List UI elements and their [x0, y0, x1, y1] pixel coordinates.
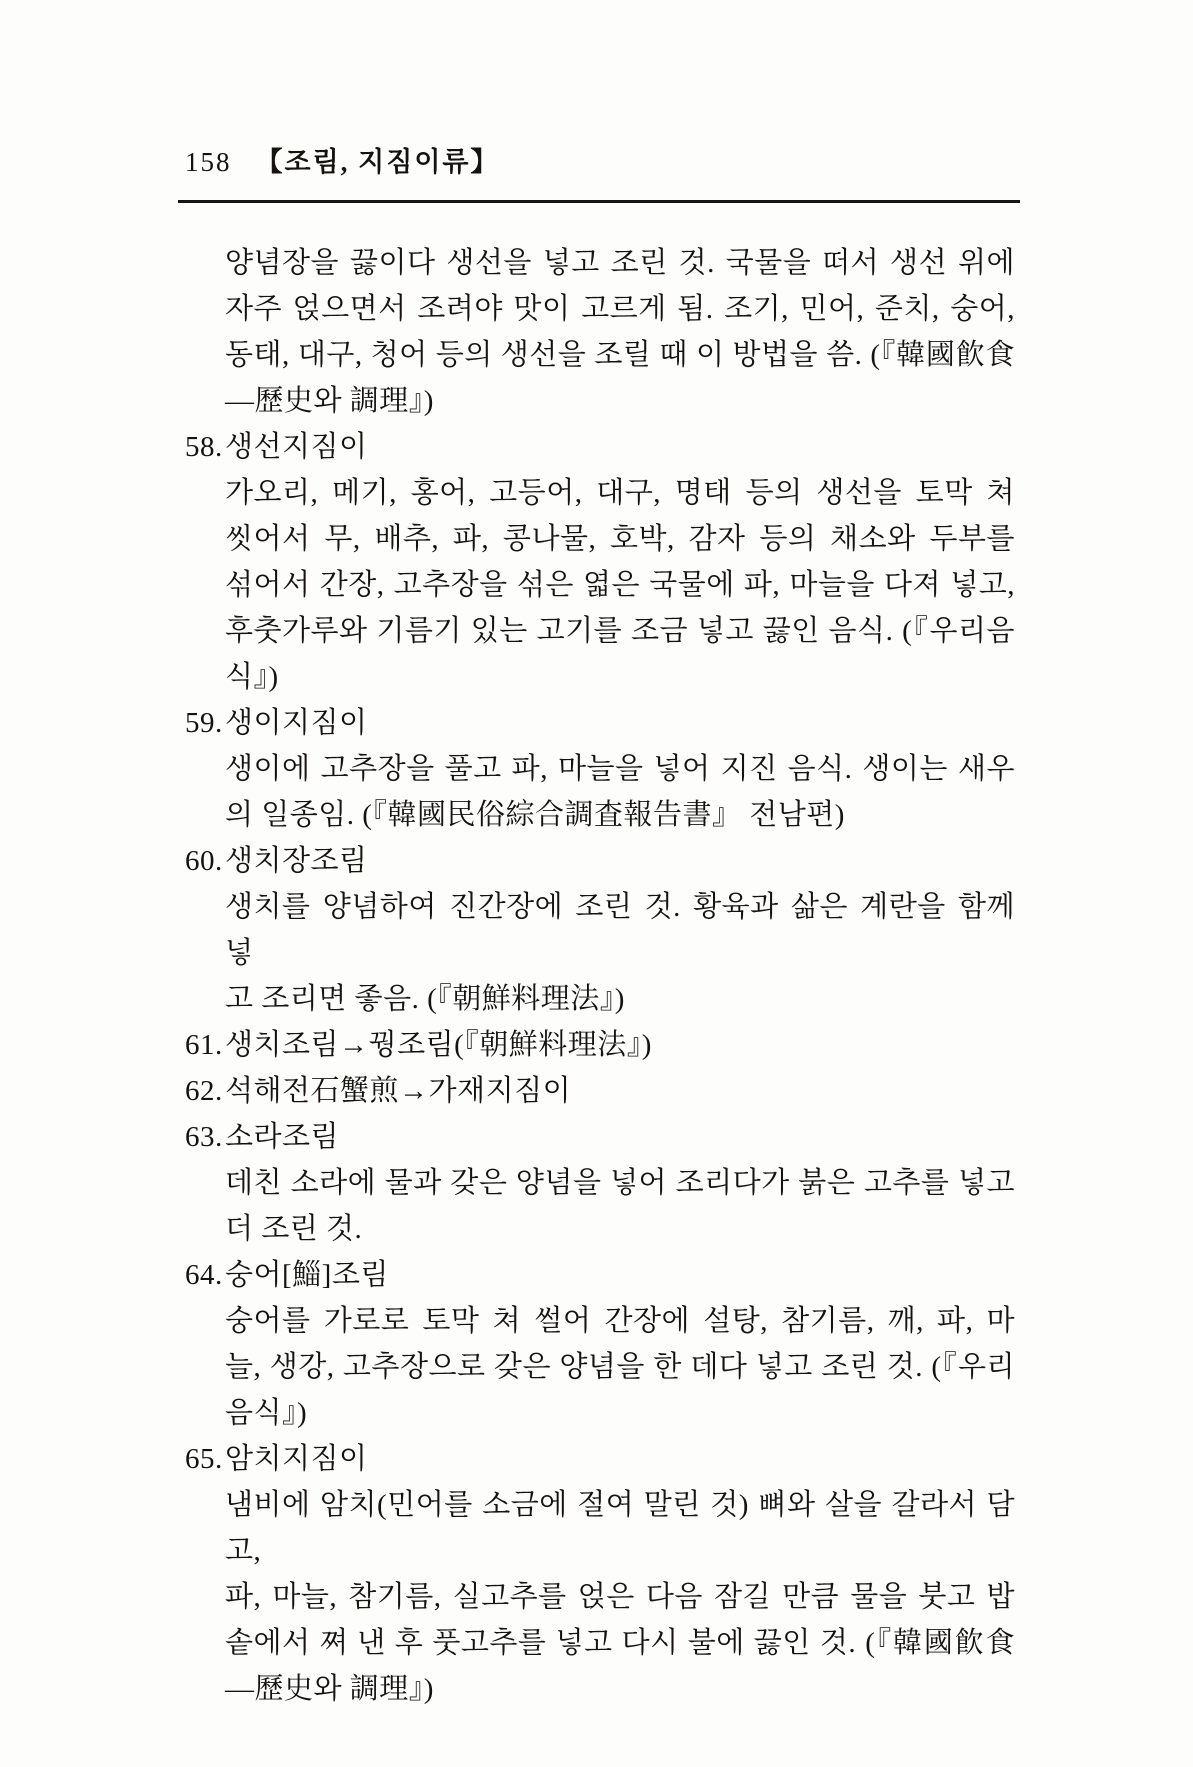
body-line: —歷史와 調理』) [225, 1673, 434, 1705]
body-line: 늘, 생강, 고추장으로 갖은 양념을 한 데다 넣고 조린 것. (『우리 [225, 1351, 1015, 1383]
body-line: 데친 소라에 물과 갖은 양념을 넣어 조리다가 붉은 고추를 넣고 [225, 1167, 1015, 1199]
body-line: —歷史와 調理』) [225, 385, 434, 417]
body-line: 식』) [225, 661, 279, 693]
dictionary-entry [185, 424, 1015, 700]
body-line: 더 조린 것. [225, 1213, 363, 1245]
entry-title: 생이지짐이 [225, 707, 368, 739]
entry-title: 생선지짐이 [225, 431, 368, 463]
page-header [185, 140, 500, 179]
entry-heading [185, 1252, 1015, 1298]
body-line: 씻어서 무, 배추, 파, 콩나물, 호박, 감자 등의 채소와 두부를 [225, 523, 1015, 555]
body-line: 후춧가루와 기름기 있는 고기를 조금 넣고 끓인 음식. (『우리음 [225, 615, 1015, 647]
dictionary-entry [185, 1022, 1015, 1068]
body-line: 생이에 고추장을 풀고 파, 마늘을 넣어 지진 음식. 생이는 새우 [225, 753, 1015, 785]
entry-heading [185, 838, 1015, 884]
dictionary-entry [185, 1114, 1015, 1252]
section-title: 【조림, 지짐이류】 [255, 147, 500, 177]
content [185, 240, 1015, 1712]
body-line: 음식』) [225, 1397, 308, 1429]
entry-title: 암치지짐이 [225, 1443, 368, 1475]
body-line: 고 조리면 좋음. (『朝鮮料理法』) [225, 983, 625, 1015]
entry-heading [185, 1114, 1015, 1160]
body-line: 양념장을 끓이다 생선을 넣고 조린 것. 국물을 떠서 생선 위에 [225, 247, 1015, 279]
entry-number: 62. [185, 1075, 223, 1107]
page-number: 158 [185, 147, 232, 177]
entry-heading [185, 700, 1015, 746]
entry-number: 60. [185, 845, 223, 877]
header-rule [178, 200, 1020, 203]
dictionary-entry [185, 838, 1015, 1022]
body-line: 솥에서 쪄 낸 후 풋고추를 넣고 다시 불에 끓인 것. (『韓國飮食 [225, 1627, 1015, 1659]
entry-heading [185, 1068, 1015, 1114]
dictionary-entry [185, 1436, 1015, 1712]
dictionary-entry [185, 1068, 1015, 1114]
body-line: 가오리, 메기, 홍어, 고등어, 대구, 명태 등의 생선을 토막 쳐 [225, 477, 1015, 509]
body-line: 동태, 대구, 청어 등의 생선을 조릴 때 이 방법을 씀. (『韓國飮食 [225, 339, 1015, 371]
entry-title: 석해전石蟹煎→가재지짐이 [225, 1075, 572, 1107]
entry-number: 64. [185, 1259, 223, 1291]
body-line: 의 일종임. (『韓國民俗綜合調査報告書』 전남편) [225, 799, 845, 831]
entry-number: 63. [185, 1121, 223, 1153]
body-line: 냄비에 암치(민어를 소금에 절여 말린 것) 뼈와 살을 갈라서 담고, [225, 1489, 1015, 1567]
body-line: 파, 마늘, 참기름, 실고추를 얹은 다음 잠길 만큼 물을 붓고 밥 [225, 1581, 1015, 1613]
entry-title: 생치장조림 [225, 845, 368, 877]
body-line: 섞어서 간장, 고추장을 섞은 엷은 국물에 파, 마늘을 다져 넣고, [225, 569, 1015, 601]
body-line: 자주 얹으면서 조려야 맛이 고르게 됨. 조기, 민어, 준치, 숭어, [225, 293, 1015, 325]
entry-heading [185, 1436, 1015, 1482]
dictionary-entry [185, 700, 1015, 838]
entry-number: 61. [185, 1029, 223, 1061]
continuation-paragraph [185, 240, 1015, 424]
dictionary-entry [185, 1252, 1015, 1436]
entry-title: 생치조림→꿩조림(『朝鮮料理法』) [225, 1029, 652, 1061]
entry-heading [185, 1022, 1015, 1068]
body-line: 생치를 양념하여 진간장에 조린 것. 황육과 삶은 계란을 함께 넣 [225, 891, 1015, 969]
body-line: 숭어를 가로로 토막 쳐 썰어 간장에 설탕, 참기름, 깨, 파, 마 [225, 1305, 1015, 1337]
entry-number: 58. [185, 431, 223, 463]
entry-title: 소라조림 [225, 1121, 340, 1153]
entry-number: 59. [185, 707, 223, 739]
entry-number: 65. [185, 1443, 223, 1475]
entry-heading [185, 424, 1015, 470]
entry-title: 숭어[鯔]조림 [225, 1259, 389, 1291]
